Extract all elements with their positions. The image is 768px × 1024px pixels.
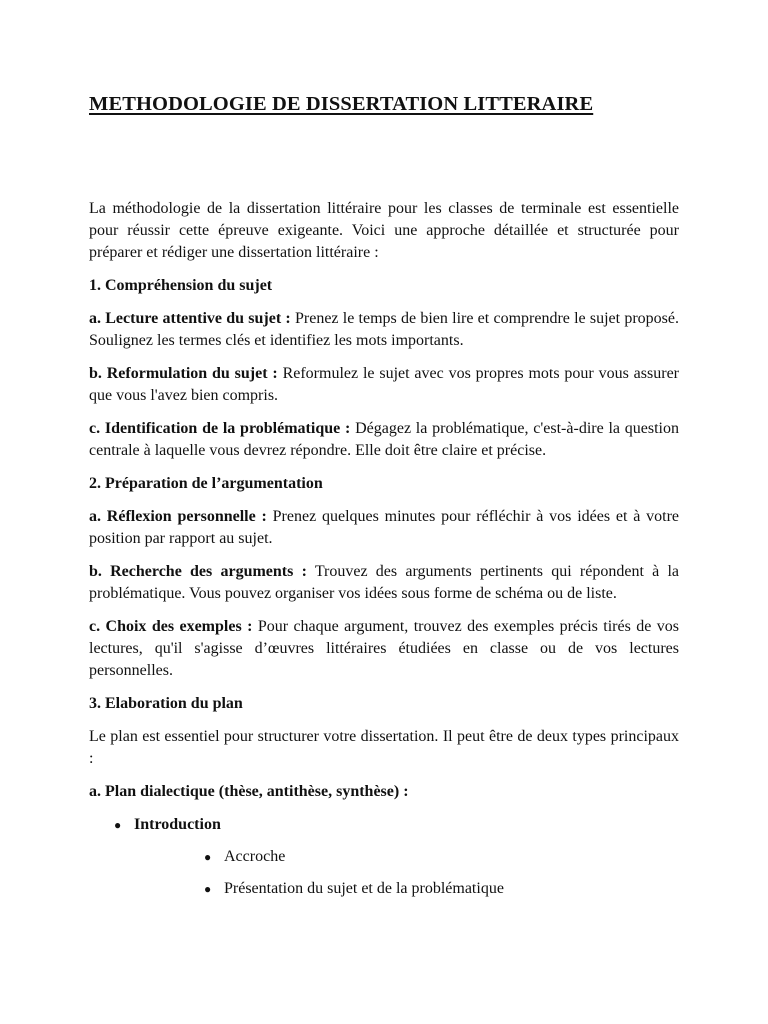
item-text: Dégagez la problématique, c'est-à-dire la question centrale à laquelle vous devrez répondre. Elle doit être claire et précise. xyxy=(89,420,679,459)
item-label: b. Reformulation du sujet : xyxy=(89,365,278,382)
list-item-label: Introduction xyxy=(134,816,221,833)
section-heading: 1. Compréhension du sujet xyxy=(89,277,273,294)
sub-list-item xyxy=(134,846,679,868)
section-item xyxy=(89,418,679,462)
item-label: a. Lecture attentive du sujet : xyxy=(89,310,291,327)
item-text: Prenez quelques minutes pour réfléchir à vos idées et à votre position par rapport au sujet. xyxy=(89,508,679,547)
document-title: METHODOLOGIE DE DISSERTATION LITTERAIRE xyxy=(89,93,594,115)
list-item xyxy=(89,814,679,900)
item-label: b. Recherche des arguments : xyxy=(89,563,307,580)
item-label: a. Réflexion personnelle : xyxy=(89,508,267,525)
sub-list xyxy=(134,846,679,900)
section-item xyxy=(89,506,679,550)
item-label: c. Choix des exemples : xyxy=(89,618,253,635)
sub-list-item-label: Présentation du sujet et de la problématique xyxy=(224,880,504,897)
item-text: Reformulez le sujet avec vos propres mots pour vous assurer que vous l'avez bien compris. xyxy=(89,365,679,404)
bullet-icon: ● xyxy=(114,818,122,832)
document-body xyxy=(89,198,679,910)
section-paragraph: Le plan est essentiel pour structurer votre dissertation. Il peut être de deux types principaux : xyxy=(89,728,679,767)
section-item xyxy=(89,561,679,605)
bullet-icon: ● xyxy=(204,882,212,896)
item-text: Prenez le temps de bien lire et comprendre le sujet proposé. Soulignez les termes clés et identifiez les mots importants. xyxy=(89,310,680,349)
section-item xyxy=(89,308,679,352)
bullet-icon: ● xyxy=(204,850,212,864)
item-label: c. Identification de la problématique : xyxy=(89,420,351,437)
sub-list-item-label: Accroche xyxy=(224,848,286,865)
plan-list xyxy=(89,814,679,900)
item-text: Trouvez des arguments pertinents qui répondent à la problématique. Vous pouvez organiser vos idées sous forme de schéma ou de liste. xyxy=(89,563,679,602)
intro-paragraph: La méthodologie de la dissertation littéraire pour les classes de terminale est essentielle pour réussir cette épreuve exigeante. Voici une approche détaillée et structurée pour préparer et rédiger une dissertation littéraire : xyxy=(89,200,679,261)
item-text: Pour chaque argument, trouvez des exemples précis tirés de vos lectures, qu'il s'agisse d’œuvres littéraires étudiées en classe ou de vos lectures personnelles. xyxy=(89,618,679,679)
section-subheading: a. Plan dialectique (thèse, antithèse, synthèse) : xyxy=(89,783,409,800)
section-item xyxy=(89,363,679,407)
section-item xyxy=(89,616,679,682)
sub-list-item xyxy=(134,878,679,900)
section-heading: 3. Elaboration du plan xyxy=(89,695,243,712)
section-heading: 2. Préparation de l’argumentation xyxy=(89,475,323,492)
